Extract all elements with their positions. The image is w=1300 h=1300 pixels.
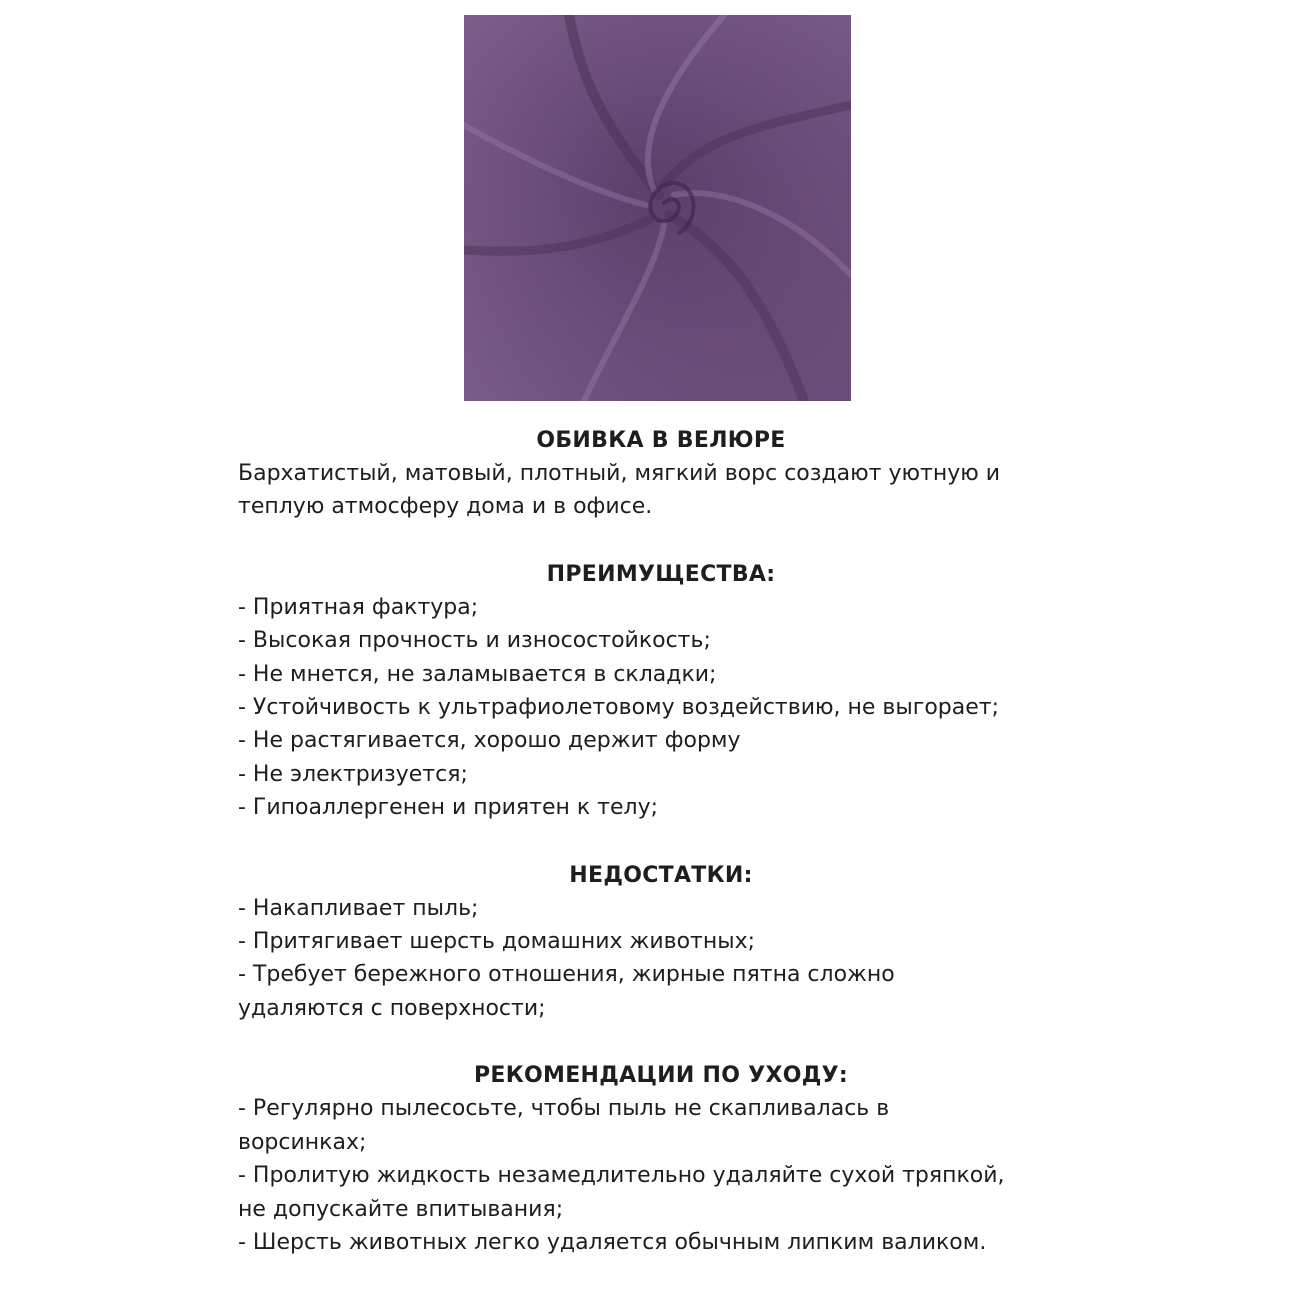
disadvantage-item: - Накапливает пыль;: [238, 895, 479, 921]
disadvantage-item: - Требует бережного отношения, жирные пятна сложно: [238, 962, 895, 988]
advantage-item: - Не мнется, не заламывается в складки;: [238, 661, 717, 687]
advantage-item: - Приятная фактура;: [238, 594, 479, 620]
advantage-item: - Гипоаллергенен и приятен к телу;: [238, 795, 659, 821]
advantage-item: - Не растягивается, хорошо держит форму: [238, 728, 741, 754]
advantage-item: - Высокая прочность и износостойкость;: [238, 628, 711, 654]
care-heading: РЕКОМЕНДАЦИИ ПО УХОДУ:: [473, 1063, 849, 1089]
care-item: - Пролитую жидкость незамедлительно удаляйте сухой тряпкой,: [238, 1163, 1005, 1189]
upholstery-heading: ОБИВКА В ВЕЛЮРЕ: [536, 428, 786, 453]
care-item: не допускайте впитывания;: [238, 1196, 564, 1222]
advantage-item: - Не электризуется;: [238, 761, 468, 787]
description-block: [238, 424, 1084, 1259]
care-item: ворсинках;: [238, 1129, 367, 1155]
disadvantages-heading: НЕДОСТАТКИ:: [569, 862, 753, 888]
upholstery-line: Бархатистый, матовый, плотный, мягкий ворс создают уютную и: [238, 461, 1001, 486]
disadvantage-item: удаляются с поверхности;: [238, 995, 546, 1021]
advantage-item: - Устойчивость к ультрафиолетовому воздействию, не выгорает;: [238, 695, 999, 721]
disadvantage-item: - Притягивает шерсть домашних животных;: [238, 929, 756, 955]
fabric-swatch-image: [464, 15, 851, 401]
care-item: - Регулярно пылесосьте, чтобы пыль не скапливалась в: [238, 1096, 890, 1122]
advantages-heading: ПРЕИМУЩЕСТВА:: [546, 561, 776, 587]
care-item: - Шерсть животных легко удаляется обычным липким валиком.: [238, 1229, 987, 1255]
upholstery-line: теплую атмосферу дома и в офисе.: [238, 494, 653, 520]
